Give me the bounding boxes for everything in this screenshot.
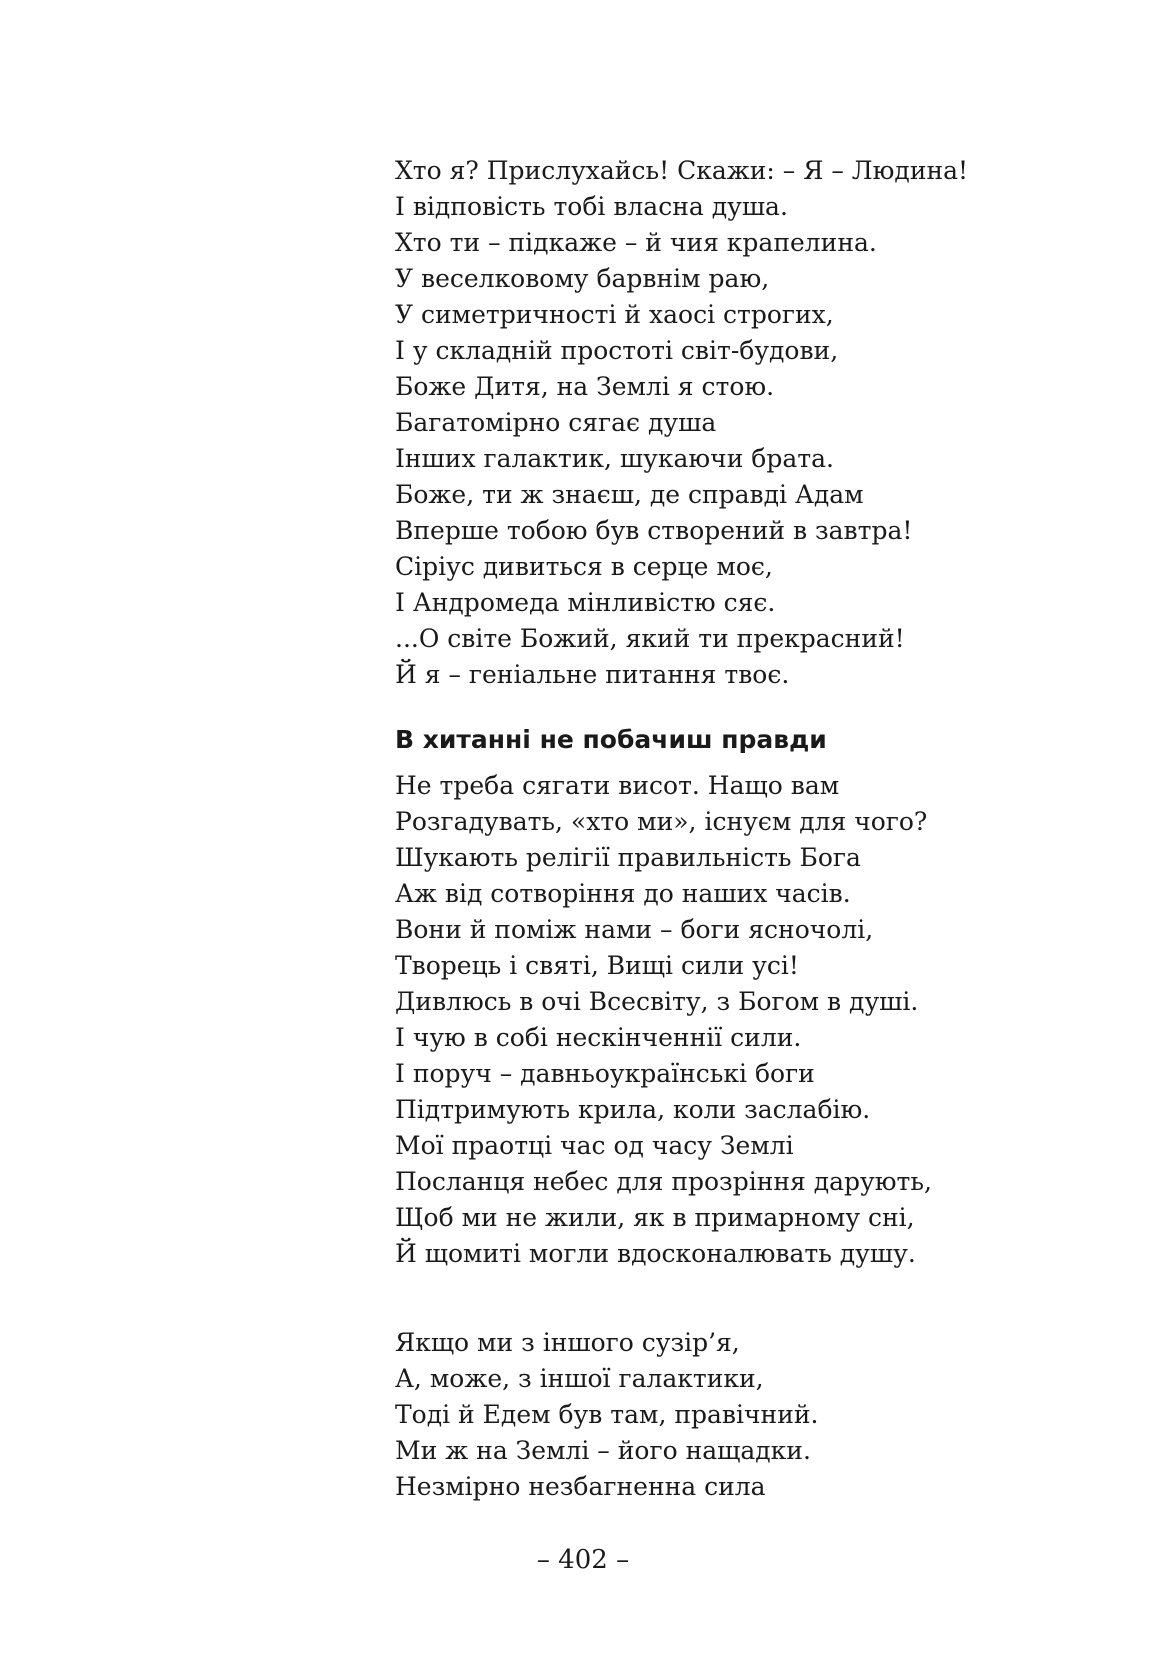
poem-line: А, може, з іншої галактики, (395, 1364, 764, 1393)
poem-line: І чую в собі нескінченнії сили. (395, 1023, 802, 1052)
poem-line: Творець і святі, Вищі сили усі! (395, 951, 799, 980)
page-number: – 402 – (536, 1545, 630, 1575)
stanza-1 (395, 153, 1015, 693)
poem-line: У симетричності й хаосі строгих, (395, 300, 834, 329)
poem-line: ...О світе Божий, який ти прекрасний! (395, 624, 905, 653)
poem-line: У веселковому барвнім раю, (395, 264, 770, 293)
poem-title: В хитанні не побачиш правди (395, 725, 827, 754)
poem-line: Аж від сотворіння до наших часів. (395, 879, 851, 908)
poem-line: І Андромеда мінливістю сяє. (395, 588, 776, 617)
poem-line: І у складній простоті світ-будови, (395, 336, 839, 365)
poem-line: Багатомірно сягає душа (395, 408, 717, 437)
poem-line: Вперше тобою був створений в завтра! (395, 516, 913, 545)
poem-line: Ми ж на Землі – його нащадки. (395, 1436, 811, 1465)
poem-line: Не треба сягати висот. Нащо вам (395, 771, 840, 800)
poem-line: І поруч – давньоукраїнські боги (395, 1059, 815, 1088)
poem-line: Інших галактик, шукаючи брата. (395, 444, 834, 473)
poem-line: І відповість тобі власна душа. (395, 192, 788, 221)
poem-line: Вони й поміж нами – боги ясночолі, (395, 915, 874, 944)
poem-line: Боже Дитя, на Землі я стою. (395, 372, 775, 401)
poem-line: Хто я? Прислухайсь! Скажи: – Я – Людина! (395, 156, 969, 185)
poem-line: Посланця небес для прозріння дарують, (395, 1167, 932, 1196)
stanza-3 (395, 1325, 1015, 1505)
poem-line: Незмірно незбагненна сила (395, 1472, 766, 1501)
poem-line: Мої праотці час од часу Землі (395, 1131, 794, 1160)
poem-line: Шукають релігії правильність Бога (395, 843, 861, 872)
poem-line: Й я – геніальне питання твоє. (395, 660, 790, 689)
poem-line: Щоб ми не жили, як в примарному сні, (395, 1203, 915, 1232)
poem-line: Сіріус дивиться в серце моє, (395, 552, 773, 581)
poem-line: Підтримують крила, коли заслабію. (395, 1095, 871, 1124)
poem-line: Розгадувать, «хто ми», існуєм для чого? (395, 807, 928, 836)
poem-line: Боже, ти ж знаєш, де справді Адам (395, 480, 864, 509)
stanza-2 (395, 768, 1015, 1272)
poem-line: Дивлюсь в очі Всесвіту, з Богом в душі. (395, 987, 919, 1016)
poem-line: Тоді й Едем був там, правічний. (395, 1400, 819, 1429)
poem-line: Хто ти – підкаже – й чия крапелина. (395, 228, 877, 257)
poem-line: Й щомиті могли вдосконалювать душу. (395, 1239, 916, 1268)
poem-line: Якщо ми з іншого сузір’я, (395, 1328, 740, 1357)
